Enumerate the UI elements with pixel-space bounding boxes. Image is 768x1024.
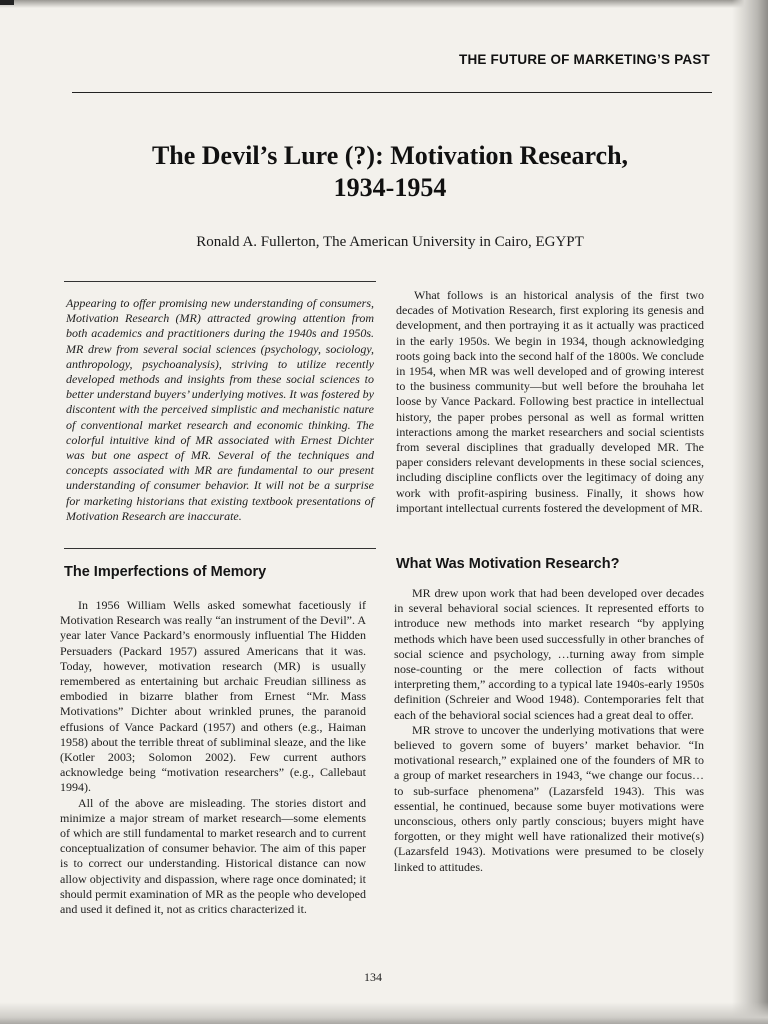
abstract: Appearing to offer promising new understanding of consumers, Motivation Research (MR) attracted growing attention from both academics and practitioners during the 1940s and 1950s. MR drew from several social sciences (psychology, sociology, anthropology, psychoanalysis), striving to utilize recently developed methods and insights from these social sciences to better understand buyers’ underlying motives. It was fostered by discontent with the perceived simplistic and mechanistic nature of conventional market research and economic thinking. The colorful intuitive kind of MR associated with Ernest Dichter was but one aspect of MR. Several of the techniques and concepts associated with MR are fundamental to our present understanding of consumer behavior. It will not be a surprise for marketing historians that existing textbook presentations of Motivation Research are inaccurate.	[66, 296, 374, 523]
paper-title	[100, 140, 680, 204]
section-heading-imperfections: The Imperfections of Memory	[64, 564, 267, 580]
scan-corner-mark	[0, 0, 14, 5]
title-line-2: 1934-1954	[333, 173, 447, 202]
paragraph: In 1956 William Wells asked somewhat facetiously if Motivation Research was really “an instrument of the Devil”. A year later Vance Packard’s enormously influential The Hidden Persuaders (Packard 1957) assured Americans that it was. Today, however, motivation research (MR) is usually remembered as entertaining but archaic Freudian silliness as embodied in bizarre blather from Ernest “Mr. Mass Motivations” Dichter about wrinkled prunes, the paranoid effusions of Vance Packard (1957) and others (e.g., Haiman 1958) about the terrible threat of subliminal sleaze, and the like (Kotler 2003; Solomon 2002). Few current authors acknowledge being “motivation researchers” (e.g., Callebaut 1994).	[60, 598, 366, 795]
abstract-bottom-rule	[64, 548, 376, 549]
running-head: THE FUTURE OF MARKETING’S PAST	[459, 52, 710, 67]
title-line-1: The Devil’s Lure (?): Motivation Research,	[151, 141, 629, 170]
intro-paragraph: What follows is an historical analysis of the first two decades of Motivation Research, first exploring its genesis and development, and then portraying it as it actually was practiced in the early 1950s. We begin in 1934, though acknowledging roots going back into the second half of the 1800s. We conclude in 1954, when MR was well developed and of growing interest to the business community—but well before the brouhaha let loose by Vance Packard. Following best practice in intellectual history, the paper probes personal as well as formal written interactions among the market researchers and social scientists from several disciplines that gradually developed MR. The paper considers relevant developments in these social sciences, including discipline conflicts over the legitimacy of doing any work with profit-aspiring business. Finally, it shows how important intellectual currents fostered the development of MR.	[396, 288, 704, 515]
section-imperfections-body	[60, 598, 366, 917]
abstract-top-rule	[64, 281, 376, 282]
scan-bottom-edge	[0, 1002, 768, 1024]
author-line: Ronald A. Fullerton, The American University in Cairo, EGYPT	[196, 234, 584, 250]
header-rule	[72, 92, 712, 93]
paragraph: MR strove to uncover the underlying motivations that were believed to govern some of buyers’ market behavior. “In motivational research,” explained one of the founders of MR to a group of market researchers in 1943, “we change our focus…to sub-surface phenomena” (Lazarsfeld 1943). This was essential, he continued, because some buyer motivations were unconscious, others only partly conscious; buyers might have forgotten, or they might well have rationalized their motive(s) (Lazarsfeld 1943). Motivations were presumed to be closely linked to attitudes.	[394, 722, 704, 874]
intro-column	[396, 288, 704, 516]
section-what-was-mr-body	[394, 586, 704, 875]
page-number: 134	[364, 970, 382, 984]
scan-right-edge	[732, 0, 768, 1024]
paragraph: All of the above are misleading. The stories distort and minimize a major stream of market research—some elements of which are still fundamental to market research and to current conceptualization of consumer behavior. The aim of this paper is to correct our understanding. Historical distance can now allow objectivity and dispassion, where rage once dominated; it should permit examination of MR as the people who developed and used it defined it, not as critics characterized it.	[60, 795, 366, 917]
paragraph: MR drew upon work that had been developed over decades in several behavioral social sciences. It represented efforts to introduce new methods into market research “by applying methods which have been used successfully in other branches of social science and psychology, …turning away from simple nose-counting or the mere collection of facts without interpreting them,” according to a typical late 1940s-early 1950s definition (Schreier and Wood 1948). Contemporaries felt that each of the behavioral social sciences had a great deal to offer.	[394, 586, 704, 722]
scan-top-edge	[0, 0, 768, 8]
section-heading-what-was-mr: What Was Motivation Research?	[396, 556, 620, 572]
